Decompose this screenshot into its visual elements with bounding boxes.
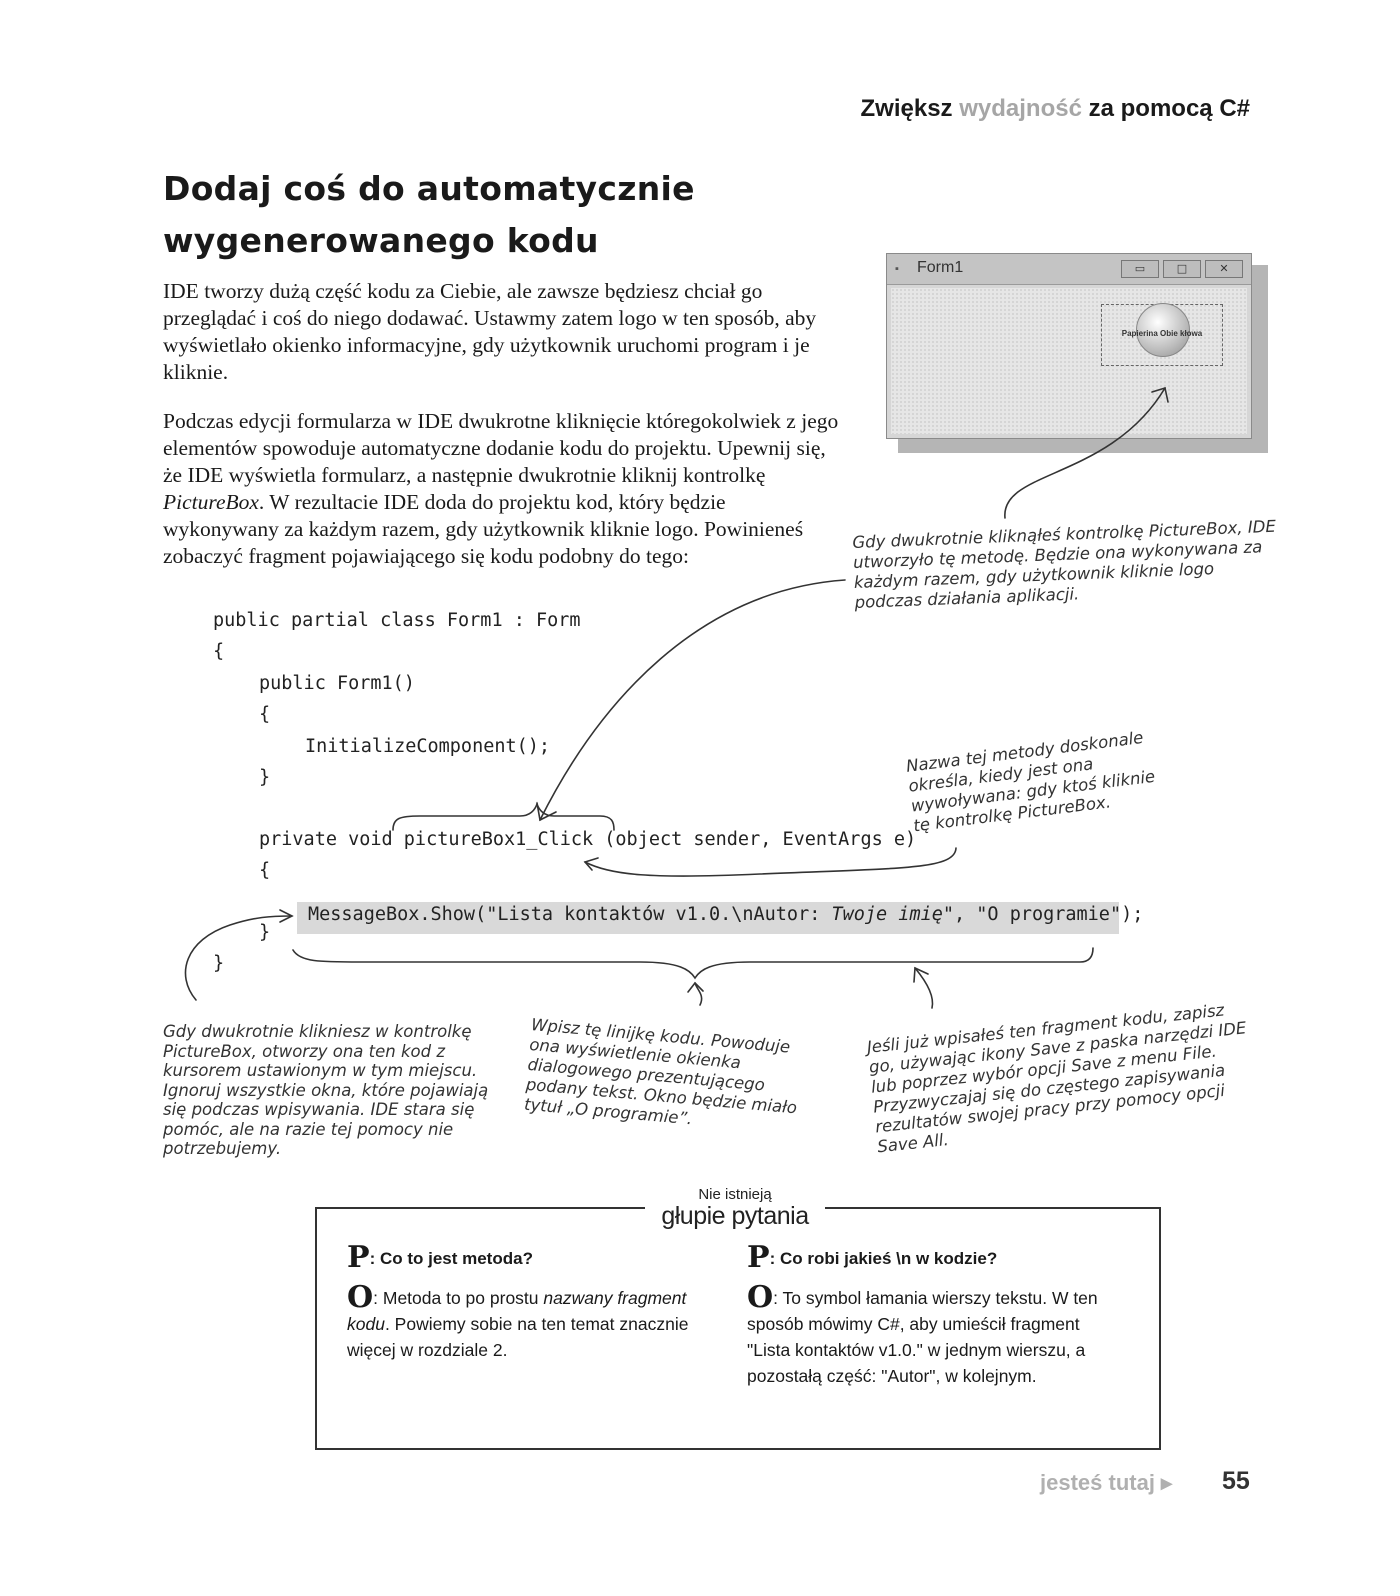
question-mark-icon: P [347, 1240, 370, 1275]
qa-header-big: głupie pytania [661, 1202, 809, 1230]
method-name-brace [393, 804, 614, 830]
qa-answer-2 [747, 1280, 1117, 1389]
annotation-cursor-position: Gdy dwukrotnie klikniesz w kontrolkę PictureBox, otworzy ona ten kod z kursorem ustawionym w tym miejscu. Ignoruj wszystkie okna, które pojawiają się podczas wpisywania. IDE stara się pomóc, ale na razie tej pomocy nie potrzebujemy. [163, 1022, 489, 1158]
close-icon: ✕ [1205, 260, 1243, 278]
qa-answer-2-text: : To symbol łamania wierszy tekstu. W ten sposób mówimy C#, aby umieścił fragment "Lista kontaktów v1.0." w jednym wierszu, a pozostałą część: "Autor", w kolejnym. [747, 1288, 1098, 1386]
instruction-paragraph [163, 408, 843, 570]
form-titlebar [887, 254, 1251, 285]
annotation-save: Jeśli już wpisałeś ten fragment kodu, zapisz go, używając ikony Save z paska narzędzi IDE lub poprzez wybór opcji Save z menu File. Przyzwyczajaj się do częstego zapisywania rezultatów swojej pracy przy pomocy opcji Save All. [866, 1000, 1248, 1157]
code-line-9-b: ", "O programie"); [942, 904, 1144, 925]
code-line-9-em: Twoje imię [831, 904, 943, 925]
answer-mark-icon: O [347, 1280, 374, 1315]
code-line-7: private void pictureBox1_Click (object sender, EventArgs e) [259, 829, 917, 850]
qa-header-small: Nie istnieją [698, 1186, 772, 1203]
form-body [891, 288, 1247, 434]
answer-mark-icon: O [747, 1280, 774, 1315]
running-head-highlight: wydajność [959, 95, 1082, 122]
code-line-2: { [213, 641, 225, 662]
you-are-here-label: jesteś tutaj ▸ [1040, 1470, 1173, 1495]
annotation-type-line: Wpisz tę linijkę kodu. Powoduje ona wyświetlenie okienka dialogowego prezentującego podany tekst. Okno będzie miało tytuł „O programie”. [523, 1015, 798, 1129]
form-title: Form1 [917, 259, 964, 276]
qa-column-2 [747, 1240, 1117, 1389]
code-line-9 [308, 904, 1143, 925]
running-head [700, 95, 1250, 123]
qa-question-1-text: : Co to jest metoda? [369, 1249, 533, 1268]
qa-answer-1-a: : Metoda to po prostu [373, 1288, 544, 1308]
code-line-1: public partial class Form1 : Form [213, 610, 581, 631]
form-window-screenshot [886, 253, 1252, 439]
instruction-text-a: Podczas edycji formularza w IDE dwukrotne kliknięcie któregokolwiek z jego elementów spowoduje automatyczne dodanie kodu do projektu. Upewnij się, że IDE wyświetla formularz, a następnie dwukrotnie kliknij kontrolkę [163, 409, 839, 487]
qa-answer-1 [347, 1280, 717, 1363]
code-line-3: public Form1() [259, 673, 415, 694]
page-number: 55 [1222, 1467, 1250, 1495]
form-app-icon: ▪ [895, 263, 899, 275]
running-head-part2: za pomocą C# [1081, 95, 1250, 122]
instruction-text-b: . W rezultacie IDE doda do projektu kod, który będzie wykonywany za każdym razem, gdy użytkownik kliknie logo. Powinieneś zobaczyć fragment pojawiającego się kodu podobny do tego: [163, 490, 804, 568]
qa-question-1 [347, 1240, 717, 1275]
qa-column-1 [347, 1240, 717, 1363]
qa-answer-1-em: nazwany fragment kodu [347, 1288, 687, 1334]
minimize-icon: ▭ [1121, 260, 1159, 278]
picturebox-term: PictureBox [163, 490, 259, 514]
code-line-5: InitializeComponent(); [305, 736, 551, 757]
arrow-to-method [540, 580, 845, 820]
page-title [163, 163, 783, 267]
logo-text: Papierina Obie kłowa [1121, 329, 1203, 338]
qa-question-2-text: : Co robi jakieś \n w kodzie? [769, 1249, 998, 1268]
qa-question-2 [747, 1240, 1117, 1275]
page-title-line2: wygenerowanego kodu [163, 221, 599, 260]
code-line-4: { [259, 704, 271, 725]
annotation-method-name: Nazwa tej metody doskonale określa, kiedy jest ona wywoływana: gdy ktoś kliknie tę kontrolkę PictureBox. [905, 727, 1157, 836]
page-title-line1: Dodaj coś do automatycznie [163, 169, 695, 208]
picturebox-control [1101, 304, 1223, 366]
code-line-8: { [259, 860, 271, 881]
qa-answer-1-b: . Powiemy sobie na ten temat znacznie więcej w rozdziale 2. [347, 1314, 689, 1360]
maximize-icon: □ [1163, 260, 1201, 278]
code-line-11: } [213, 953, 225, 974]
no-dumb-questions-box [315, 1207, 1161, 1450]
qa-header [645, 1185, 825, 1233]
running-head-part1: Zwiększ [860, 95, 960, 122]
question-mark-icon: P [747, 1240, 770, 1275]
code-line-6: } [259, 767, 271, 788]
arrow-to-brace-right [915, 968, 933, 1008]
arrow-to-method-name [585, 848, 956, 876]
code-line-10: } [259, 922, 271, 943]
intro-paragraph: IDE tworzy dużą część kodu za Ciebie, ale zawsze będziesz chciał go przeglądać i coś do niego dodawać. Ustawmy zatem logo w ten sposób, aby wyświetlało okienko informacyjne, gdy użytkownik uruchomi program i je kliknie. [163, 279, 817, 384]
arrow-to-brace-mid [695, 983, 702, 1005]
code-line-9-a: MessageBox.Show("Lista kontaktów v1.0.\nAutor: [308, 904, 832, 925]
annotation-ide-created-method: Gdy dwukrotnie kliknąłeś kontrolkę PictureBox, IDE utworzyło tę metodę. Będzie ona wykonywana za każdym razem, gdy użytkownik kliknie logo podczas działania aplikacji. [852, 516, 1277, 612]
code-underline-brace [293, 948, 1093, 978]
arrow-to-cursor [185, 916, 292, 1000]
